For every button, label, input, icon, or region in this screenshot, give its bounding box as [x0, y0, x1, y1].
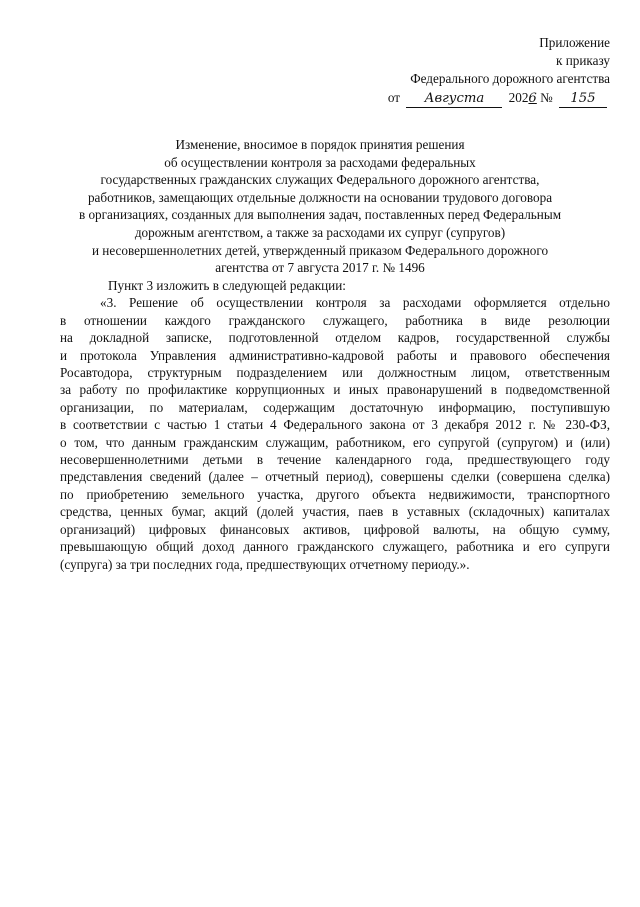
year-prefix: 202 — [508, 89, 529, 105]
paragraph-line: Росавтодора, структурным подразделением или должностным лицом, ответственным — [60, 365, 610, 381]
paragraph-line: организации, по материалам, содержащим достаточную информацию, поступившую — [60, 399, 610, 415]
paragraph-line: за работу по профилактике коррупционных и иных правонарушений в подведомственной — [60, 382, 610, 398]
appendix-block — [388, 34, 610, 108]
title-line: Изменение, вносимое в порядок принятия решения — [175, 137, 465, 152]
appendix-line-3: Федерального дорожного агентства — [410, 71, 610, 87]
order-number-field — [559, 90, 607, 108]
amendment-paragraph — [60, 294, 610, 573]
paragraph-line: на докладной записке, подготовленной отделом кадров, государственной службы — [60, 330, 610, 346]
paragraph-line: и протокола Управления административно-кадровой работы и правового обеспечения — [60, 347, 610, 363]
lead-sentence: Пункт 3 изложить в следующей редакции: — [108, 278, 346, 293]
title-line: об осуществлении контроля за расходами федеральных — [164, 154, 476, 170]
title-line: дорожным агентством, а также за расходами их супруг (супругов) — [134, 224, 506, 240]
appendix-line-2: к приказу — [556, 53, 610, 69]
appendix-line-1: Приложение — [539, 35, 610, 50]
from-label: от — [387, 89, 401, 105]
title-line: и несовершеннолетних детей, утвержденный приказом Федерального дорожного — [91, 242, 549, 258]
paragraph-line: «3. Решение об осуществлении контроля за расходами оформляется отдельно — [100, 295, 610, 311]
document-title — [40, 136, 600, 277]
handwritten-order-number: 155 — [570, 90, 596, 106]
paragraph-line: представления сведений (далее – отчетный период), совершены сделки (совершена сделка) — [60, 469, 610, 485]
paragraph-line: в отношении каждого гражданского служащего, работника в виде резолюции — [60, 312, 610, 328]
paragraph-line: о том, что данным гражданским служащим, работником, его супругой (супругом) и (или) — [60, 434, 610, 450]
paragraph-line: в соответствии с частью 1 статьи 4 Федерального закона от 3 декабря 2012 г. № 230-ФЗ, — [60, 417, 610, 433]
order-date-line — [388, 89, 610, 108]
handwritten-month: Августа — [424, 90, 485, 106]
title-line: работников, замещающих отдельные должности на основании трудового договора — [87, 189, 553, 205]
paragraph-line: превышающую общий доход данного гражданского служащего, работника и его супруги — [60, 539, 610, 555]
document-body — [60, 277, 610, 573]
number-label: № — [540, 89, 553, 105]
title-line: агентства от 7 августа 2017 г. № 1496 — [215, 260, 425, 276]
paragraph-line: по приобретению земельного участка, другого объекта недвижимости, транспортного — [60, 486, 610, 502]
paragraph-line: (супруга) за три последних года, предшествующих отчетному периоду.». — [60, 556, 470, 572]
paragraph-line: средства, ценных бумаг, акций (долей участия, паев в уставных (складочных) капиталах — [60, 504, 610, 520]
title-line: государственных гражданских служащих Федерального дорожного агентства, — [100, 172, 540, 188]
paragraph-line: несовершеннолетними детьми в течение календарного года, предшествующего году — [60, 452, 610, 468]
paragraph-line: организаций) цифровых финансовых активов, цифровой валюты, на общую сумму, — [60, 521, 610, 537]
title-line: в организациях, созданных для выполнения задач, поставленных перед Федеральным — [78, 207, 562, 223]
date-month-field — [406, 90, 502, 108]
handwritten-year-digit: 6 — [528, 90, 537, 106]
